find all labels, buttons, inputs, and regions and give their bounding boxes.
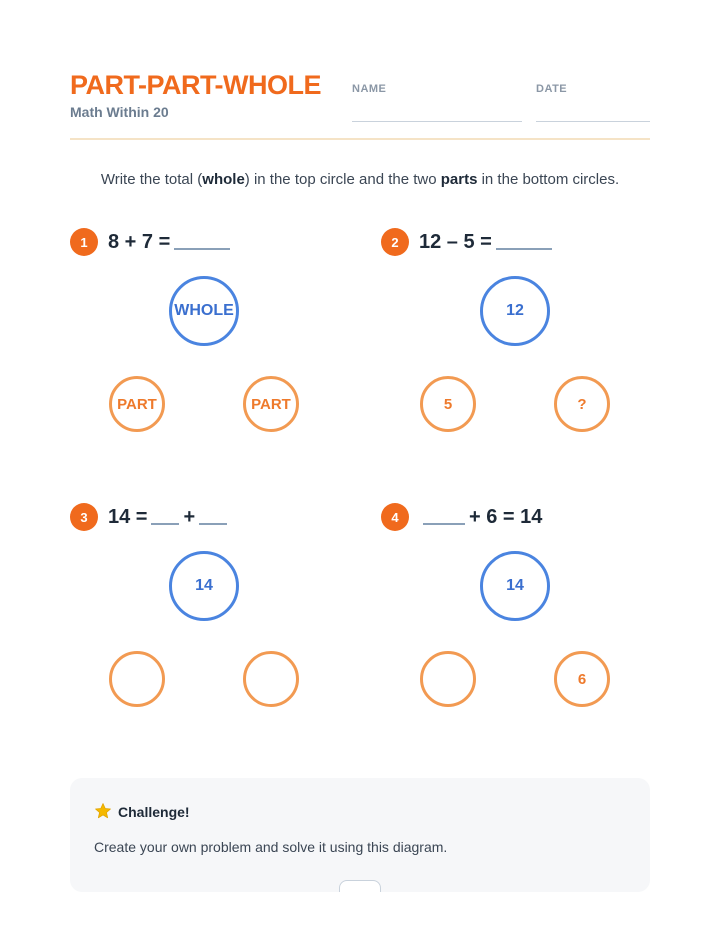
date-line — [536, 121, 650, 122]
problem-1 — [70, 228, 360, 458]
answer-blank[interactable] — [174, 234, 230, 250]
date-label: DATE — [536, 83, 568, 95]
part-circle-right[interactable] — [243, 651, 299, 707]
worksheet-header — [70, 70, 650, 140]
equation — [419, 228, 556, 256]
equation-text: + 6 = 14 — [469, 505, 543, 528]
worksheet-title: PART-PART-WHOLE — [70, 70, 321, 100]
instructions-text-1: Write the total ( — [100, 171, 203, 188]
equation — [108, 228, 234, 256]
instructions — [0, 171, 720, 188]
name-field[interactable] — [352, 83, 386, 95]
challenge-input-tab[interactable] — [339, 880, 381, 892]
part-circle-left[interactable] — [109, 651, 165, 707]
problem-4 — [381, 503, 671, 733]
name-line — [352, 121, 522, 122]
answer-blank-1[interactable] — [151, 509, 179, 525]
equation-plus: + — [183, 505, 196, 528]
part-circle-right[interactable]: 6 — [554, 651, 610, 707]
part-circle-right[interactable]: ? — [554, 376, 610, 432]
instructions-text-3: in the bottom circles. — [477, 171, 620, 188]
problem-2 — [381, 228, 671, 458]
date-field[interactable] — [536, 83, 567, 95]
equation — [419, 503, 542, 531]
problem-3 — [70, 503, 360, 733]
answer-blank[interactable] — [496, 234, 552, 250]
part-circle-left[interactable] — [420, 651, 476, 707]
problem-number-badge: 1 — [70, 228, 98, 256]
part-circle-right[interactable]: PART — [243, 376, 299, 432]
challenge-box — [70, 778, 650, 892]
whole-circle[interactable]: 14 — [480, 551, 550, 621]
part-circle-left[interactable]: PART — [109, 376, 165, 432]
equation-text: 8 + 7 = — [108, 230, 171, 253]
equation-text: 12 – 5 = — [419, 230, 492, 253]
instructions-text-2: ) in the top circle and the two — [244, 171, 441, 188]
worksheet-subtitle: Math Within 20 — [70, 104, 169, 120]
answer-blank[interactable] — [423, 509, 465, 525]
problem-number-badge: 4 — [381, 503, 409, 531]
challenge-title: Challenge! — [118, 804, 190, 820]
whole-circle[interactable]: 12 — [480, 276, 550, 346]
whole-circle[interactable]: WHOLE — [169, 276, 239, 346]
instructions-bold-whole: whole — [202, 171, 245, 188]
part-circle-left[interactable]: 5 — [420, 376, 476, 432]
answer-blank-2[interactable] — [199, 509, 227, 525]
problem-number-badge: 2 — [381, 228, 409, 256]
name-label: NAME — [352, 83, 387, 95]
instructions-bold-parts: parts — [440, 171, 478, 188]
equation — [108, 503, 231, 531]
equation-text: 14 = — [108, 505, 148, 528]
whole-circle[interactable]: 14 — [169, 551, 239, 621]
problem-number-badge: 3 — [70, 503, 98, 531]
star-icon — [94, 802, 112, 820]
challenge-text: Create your own problem and solve it using this diagram. — [94, 839, 448, 855]
